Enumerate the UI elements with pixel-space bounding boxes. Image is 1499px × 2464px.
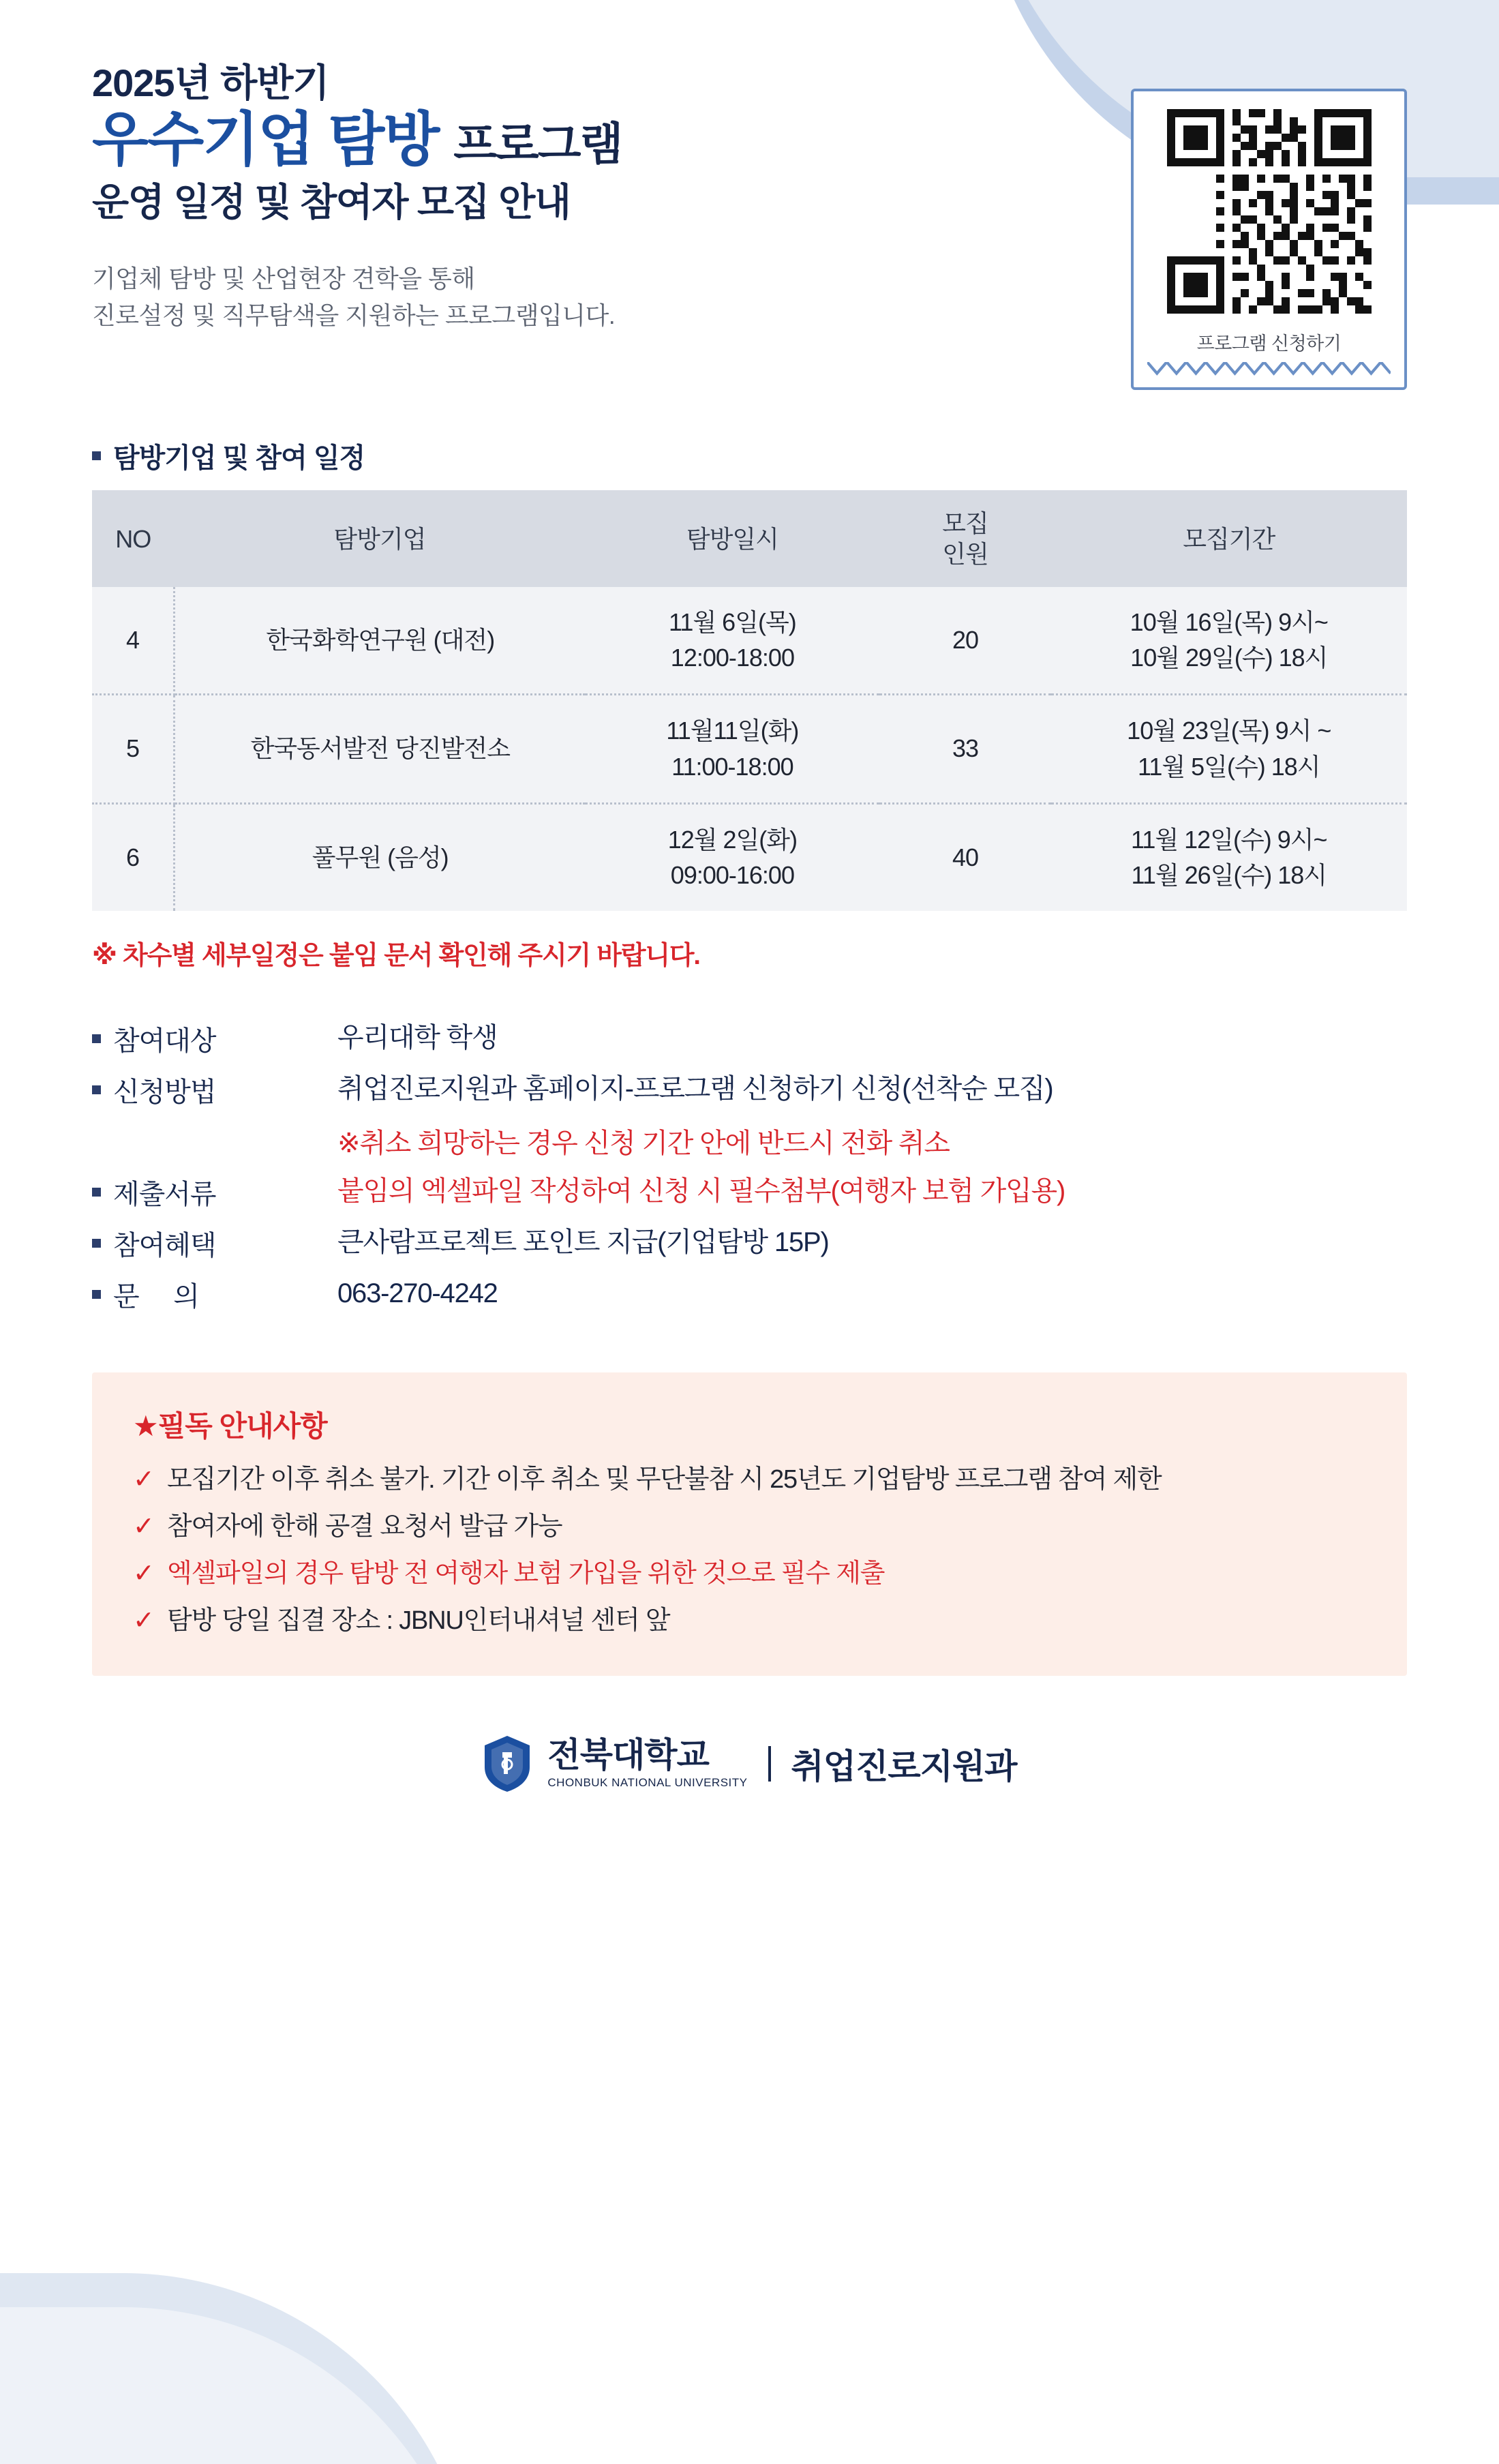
notice-box [92,1372,1407,1675]
notice-item [133,1508,1366,1546]
cell-time: 09:00-16:00 [670,860,794,889]
table-row [92,587,1407,695]
info-value: 취업진로지원과 홈페이지-프로그램 신청하기 신청(선착순 모집) [337,1074,1053,1105]
notice-text: 모집기간 이후 취소 불가. 기간 이후 취소 및 무단불참 시 25년도 기업탐방 프로그램 참여 제한 [167,1465,1162,1494]
info-row-contact [92,1275,1407,1314]
check-icon: ✓ [133,1512,155,1542]
cell-period-end: 11월 5일(수) 18시 [1138,752,1320,781]
table-header [92,490,1407,587]
cell-period [1051,695,1407,803]
square-bullet-icon [92,1188,101,1197]
notice-item [133,1461,1366,1499]
info-list [92,1019,1407,1314]
university-name-kr: 전북대학교 [547,1735,709,1774]
notice-title: ★필독 안내사항 [133,1410,327,1443]
col-header-datetime: 탐방일시 [585,490,879,587]
col-header-capacity-line2: 인원 [942,540,988,568]
page-title-highlight: 우수기업 탐방 [92,107,439,173]
schedule-heading-label: 탐방기업 및 참여 일정 [113,443,365,473]
table-row [92,803,1407,911]
cell-capacity: 33 [879,695,1050,803]
check-icon: ✓ [133,1465,155,1494]
university-name-en: CHONBUK NATIONAL UNIVERSITY [547,1775,748,1789]
table-footnote: ※ 차수별 세부일정은 붙임 문서 확인해 주시기 바랍니다. [92,942,700,971]
square-bullet-icon [92,1034,101,1043]
cell-no: 4 [92,587,175,695]
cell-date: 11월 6일(목) [669,608,796,636]
cell-date: 11월11일(화) [666,717,799,745]
cell-capacity: 40 [879,803,1050,911]
info-row-benefit [92,1224,1407,1263]
info-label-wrap [92,1275,337,1314]
col-header-capacity-line1: 모집 [942,509,988,537]
info-row-target [92,1019,1407,1058]
col-header-period: 모집기간 [1051,490,1407,587]
notice-item [133,1555,1366,1593]
cell-datetime [585,587,879,695]
cell-company: 풀무원 (음성) [175,803,586,911]
info-label-wrap [92,1070,337,1109]
title-block [92,61,622,334]
cell-no: 5 [92,695,175,803]
cell-time: 12:00-18:00 [670,644,794,672]
bottom-left-decoration [0,2259,559,2464]
col-header-company: 탐방기업 [175,490,586,587]
schedule-section-heading [92,436,1407,475]
info-label-wrap [92,1224,337,1263]
logo-divider [768,1746,771,1782]
cell-datetime [585,803,879,911]
page-title-line3: 운영 일정 및 참여자 모집 안내 [92,181,571,224]
schedule-table [92,490,1407,911]
info-label: 문 의 [113,1282,199,1312]
department-name: 취업진로지원과 [791,1747,1017,1786]
cell-date: 12월 2일(화) [667,825,798,854]
info-value: 큰사람프로젝트 포인트 지급(기업탐방 15P) [337,1227,829,1258]
notice-text: 참여자에 한해 공결 요청서 발급 가능 [167,1512,562,1542]
cell-datetime [585,695,879,803]
info-value-phone: 063-270-4242 [337,1278,498,1309]
cell-no: 6 [92,803,175,911]
qr-caption: 프로그램 신청하기 [1196,333,1342,354]
page-title-line1: 2025년 하반기 [92,61,329,104]
page-title-program: 프로그램 [453,119,622,170]
table-header-row [92,490,1407,587]
university-emblem-icon [482,1734,532,1793]
info-value: 우리대학 학생 [337,1023,498,1053]
info-cancel-note: ※취소 희망하는 경우 신청 기간 안에 반드시 전화 취소 [337,1128,950,1159]
info-value: 붙임의 엑셀파일 작성하여 신청 시 필수첨부(여행자 보험 가입용) [337,1176,1065,1207]
cell-time: 11:00-18:00 [671,752,793,781]
cell-company: 한국동서발전 당진발전소 [175,695,586,803]
cell-company: 한국화학연구원 (대전) [175,587,586,695]
col-header-no: NO [92,490,175,587]
table-body [92,587,1407,911]
table-row [92,695,1407,803]
university-name-block [547,1735,748,1790]
decoration-band-light-bottom [0,2307,477,2464]
square-bullet-icon [92,451,101,460]
cell-period [1051,803,1407,911]
info-label-wrap [92,1173,337,1212]
cell-period-start: 10월 16일(목) 9시~ [1130,608,1328,636]
subtitle-line1: 기업체 탐방 및 산업현장 견학을 통해 [92,265,475,293]
check-icon: ✓ [133,1606,155,1636]
zigzag-divider-icon [1147,362,1391,376]
info-label: 신청방법 [113,1077,216,1108]
cell-period-end: 11월 26일(수) 18시 [1131,860,1327,889]
square-bullet-icon [92,1290,101,1299]
cell-capacity: 20 [879,587,1050,695]
cell-period-start: 10월 23일(목) 9시 ~ [1127,717,1331,745]
cell-period-end: 10월 29일(수) 18시 [1130,644,1328,672]
info-label: 참여혜택 [113,1231,216,1261]
subtitle-line2: 진로설정 및 직무탐색을 지원하는 프로그램입니다. [92,301,616,330]
info-label: 제출서류 [113,1180,216,1210]
square-bullet-icon [92,1085,101,1094]
check-icon: ✓ [133,1559,155,1589]
cell-period [1051,587,1407,695]
decoration-band-dark-bottom [0,2273,477,2464]
cell-period-start: 11월 12일(수) 9시~ [1131,825,1327,854]
notice-text: 엑셀파일의 경우 탐방 전 여행자 보험 가입을 위한 것으로 필수 제출 [167,1559,885,1589]
info-row-documents [92,1173,1407,1212]
qr-code-icon[interactable] [1167,109,1372,314]
info-row-method [92,1070,1407,1109]
qr-application-card[interactable] [1131,89,1407,390]
footer [92,1734,1407,1834]
page-title-line2 [92,106,622,174]
notice-item [133,1602,1366,1640]
poster-subtitle [92,260,622,334]
info-label: 참여대상 [113,1026,216,1057]
square-bullet-icon [92,1239,101,1248]
info-label-wrap [92,1019,337,1058]
notice-text: 탐방 당일 집결 장소 : JBNU인터내셔널 센터 앞 [167,1606,670,1636]
col-header-capacity [879,490,1050,587]
poster-header [92,0,1407,390]
